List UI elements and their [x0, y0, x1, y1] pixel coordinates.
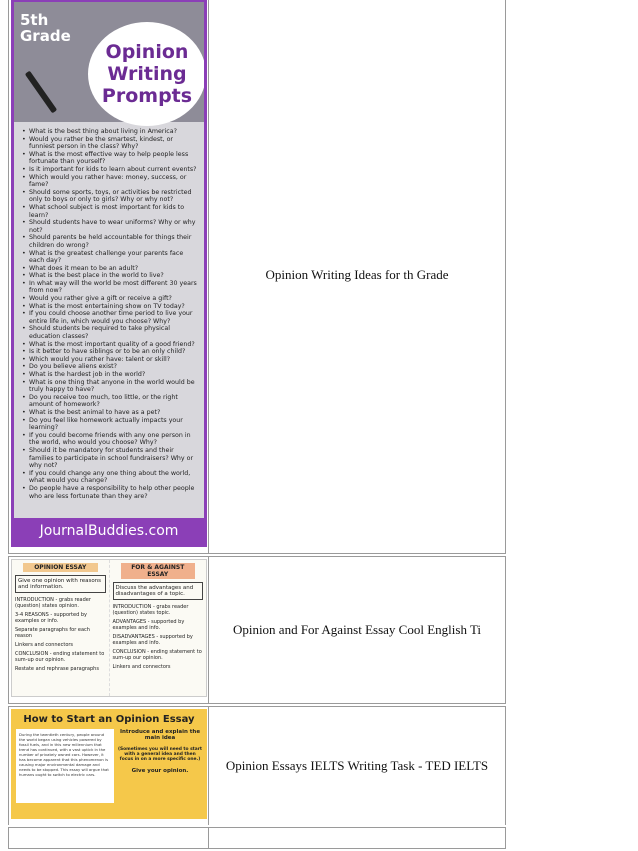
note-main-idea: Introduce and explain the main idea — [119, 729, 201, 741]
prompt-item: • What does it mean to be an adult? — [22, 265, 198, 273]
prompt-item: • What is the best animal to have as a pet? — [22, 409, 198, 417]
title-line: Opinion — [105, 41, 189, 63]
result-thumbnail-cell[interactable] — [9, 0, 209, 553]
image-results-table — [8, 0, 506, 851]
prompt-item: • What is the greatest challenge your parents face each day? — [22, 250, 198, 265]
grade-label: 5th Grade — [20, 11, 71, 45]
prompt-item: • What is the best place in the world to live? — [22, 272, 198, 280]
prompt-item: • Do you feel like homework actually impacts your learning? — [22, 417, 198, 432]
essay-item: ADVANTAGES - supported by examples and info. — [112, 619, 185, 631]
poster-body — [16, 729, 202, 803]
column-heading: FOR & AGAINST ESSAY — [121, 563, 196, 579]
column-definition: Discuss the advantages and disadvantages of a topic. — [113, 582, 204, 600]
column-items — [113, 604, 204, 670]
essay-item: Restate and rephrase paragraphs — [15, 666, 99, 672]
essay-item: Separate paragraphs for each reason — [15, 627, 90, 639]
result-row-2 — [8, 556, 506, 704]
result-caption[interactable]: Opinion and For Against Essay Cool English Ti — [232, 622, 482, 637]
essay-item: Linkers and connectors — [112, 664, 171, 670]
prompt-item: • What is the hardest job in the world? — [22, 371, 198, 379]
prompt-item: • Should some sports, toys, or activities be restricted only to boys or only to girls? Why or why not? — [22, 189, 198, 204]
essay-types-poster[interactable] — [11, 559, 207, 697]
opinion-essay-column — [12, 560, 110, 696]
essay-item: INTRODUCTION - grabs reader (question) states opinion. — [15, 597, 91, 609]
result-row-4 — [8, 827, 506, 849]
prompt-item: • What is one thing that anyone in the world would be truly happy to have? — [22, 379, 198, 394]
for-against-column — [110, 560, 207, 696]
poster-title: How to Start an Opinion Essay — [23, 714, 195, 725]
result-thumbnail-cell[interactable] — [9, 828, 209, 848]
result-caption[interactable]: Opinion Writing Ideas for th Grade — [265, 267, 449, 282]
prompt-item: • What is the best thing about living in America? — [22, 128, 198, 136]
prompt-item: • Is it important for kids to learn about current events? — [22, 166, 198, 174]
title-line: Writing — [107, 63, 187, 85]
prompt-item: • Do you believe aliens exist? — [22, 363, 198, 371]
prompt-item: • What school subject is most important for kids to learn? — [22, 204, 198, 219]
prompt-item: • Should it be mandatory for students and their families to participate in school fundraisers? Why or why not? — [22, 447, 198, 470]
result-row-1 — [8, 0, 506, 554]
result-caption[interactable]: Opinion Essays IELTS Writing Task - TED IELTS — [225, 758, 489, 773]
result-thumbnail-cell[interactable] — [9, 557, 209, 703]
brand-footer: JournalBuddies.com — [14, 518, 204, 544]
sample-paragraph: During the twentieth century, people around the world began using vehicles powered by fossil fuels, and in this new millennium that trend has continued, with a vast uptick in the number of privately owned cars. However, it has become apparent that this phenomenon is causing major environmental damage and needs to be stopped. This essay will argue that humans ought to switch to electric cars. — [16, 729, 114, 803]
prompt-item: • If you could change any one thing about the world, what would you change? — [22, 470, 198, 485]
prompt-item: • If you could become friends with any one person in the world, who would you choose? Why? — [22, 432, 198, 447]
prompt-item: • If you could choose another time period to live your entire life in, which would you choose? Why? — [22, 310, 198, 325]
poster-notes — [118, 729, 202, 803]
prompt-item: • What is the most effective way to help people less fortunate than yourself? — [22, 151, 198, 166]
prompt-item: • Which would you rather have: talent or skill? — [22, 356, 198, 364]
prompt-item: • Do people have a responsibility to help other people who are less fortunate than they are? — [22, 485, 198, 500]
title-bubble — [88, 22, 206, 126]
prompt-item: • Would you rather be the smartest, kindest, or funniest person in the class? Why? — [22, 136, 198, 151]
prompt-item: • What is the most entertaining show on TV today? — [22, 303, 198, 311]
prompt-item: • In what way will the world be most different 30 years from now? — [22, 280, 198, 295]
column-definition: Give one opinion with reasons and information. — [15, 575, 106, 593]
result-thumbnail-cell[interactable] — [9, 707, 209, 825]
essay-item: INTRODUCTION - grabs reader (question) states topic. — [112, 604, 189, 616]
prompt-item: • Is it better to have siblings or to be an only child? — [22, 348, 198, 356]
prompt-list — [14, 122, 204, 500]
essay-item: Linkers and connectors — [15, 642, 74, 648]
note-general: (Sometimes you will need to start with a general idea and then focus in on a more specific one.) — [118, 747, 203, 762]
essay-item: CONCLUSION - ending statement to sum-up our opinion. — [15, 651, 105, 663]
column-items — [15, 597, 106, 672]
poster-header — [14, 2, 204, 122]
essay-item: DISADVANTAGES - supported by examples and info. — [112, 634, 193, 646]
title-line: Prompts — [101, 85, 193, 107]
prompt-item: • Should students have to wear uniforms? Why or why not? — [22, 219, 198, 234]
prompt-item: • Would you rather give a gift or receive a gift? — [22, 295, 198, 303]
prompt-item: • Do you receive too much, too little, or the right amount of homework? — [22, 394, 198, 409]
note-opinion: Give your opinion. — [131, 768, 189, 774]
prompt-item: • Should students be required to take physical education classes? — [22, 325, 198, 340]
column-heading: OPINION ESSAY — [23, 563, 98, 572]
opinion-prompts-poster[interactable] — [11, 0, 207, 547]
result-row-3 — [8, 706, 506, 825]
prompt-item: • Which would you rather have: money, success, or fame? — [22, 174, 198, 189]
essay-item: 3-4 REASONS - supported by examples or info. — [15, 612, 87, 624]
result-caption[interactable] — [209, 828, 505, 848]
essay-item: CONCLUSION - ending statement to sum-up our opinion. — [112, 649, 202, 661]
prompt-item: • What is the most important quality of a good friend? — [22, 341, 198, 349]
prompt-item: • Should parents be held accountable for things their children do wrong? — [22, 234, 198, 249]
opinion-essay-start-poster[interactable] — [11, 709, 207, 819]
pencil-icon — [25, 71, 57, 114]
